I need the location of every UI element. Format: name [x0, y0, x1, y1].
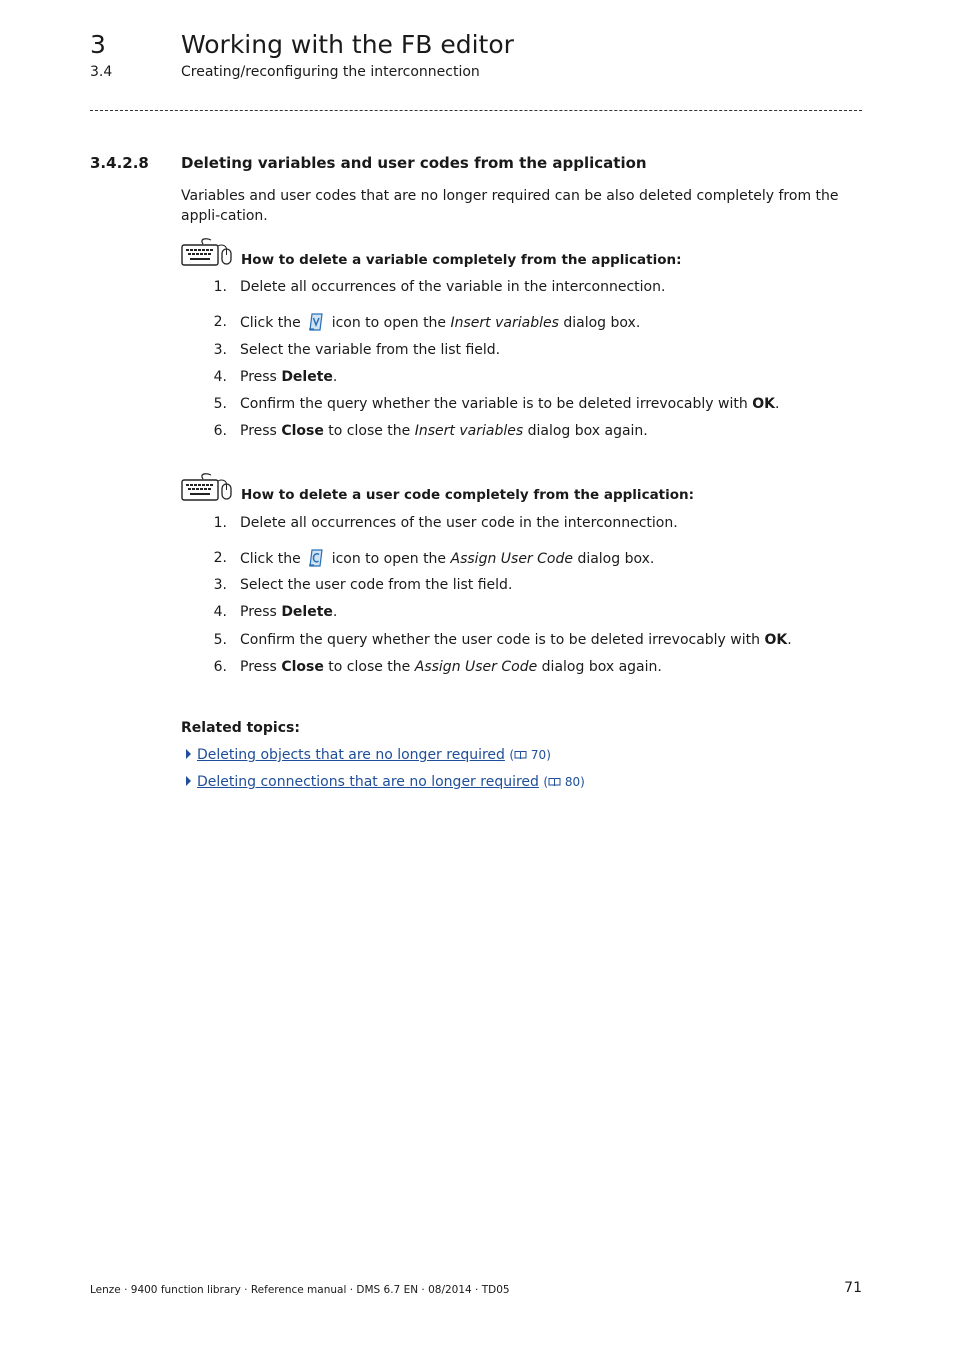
procedure-title-usercode: How to delete a user code completely from the application: — [241, 487, 695, 503]
step-text — [240, 368, 337, 386]
chapter-title: Working with the FB editor — [181, 30, 514, 59]
section-number: 3.4 — [90, 64, 113, 80]
page-reference[interactable]: ( 80) — [543, 775, 585, 789]
step-text-part: Press — [240, 423, 277, 439]
step-number: 4. — [213, 604, 227, 620]
book-icon — [514, 750, 527, 760]
step-text-part: Click the — [240, 551, 301, 567]
step-text-part: Confirm the query whether the user code is to be deleted irrevocably with — [240, 632, 760, 648]
arrow-right-icon — [186, 749, 191, 759]
button-name: Delete — [281, 369, 333, 385]
step-text-part: to close the — [328, 659, 411, 675]
page-number-ref[interactable]: 70 — [530, 748, 547, 762]
step-text-part: dialog box again. — [541, 659, 662, 675]
arrow-right-icon — [186, 776, 191, 786]
insert-variable-icon — [308, 313, 324, 331]
page-number: 71 — [844, 1280, 862, 1296]
step-text-part: . — [787, 632, 792, 648]
step-text: Select the user code from the list field. — [240, 577, 513, 593]
step-text-part: Confirm the query whether the variable is to be deleted irrevocably with — [240, 396, 748, 412]
step-text-part: Click the — [240, 315, 301, 331]
step-number: 3. — [213, 342, 227, 358]
step-text — [240, 395, 779, 413]
step-text: Delete all occurrences of the variable in the interconnection. — [240, 279, 666, 295]
button-name: Close — [281, 659, 324, 675]
step-text — [240, 603, 337, 621]
step-number: 1. — [213, 279, 227, 295]
step-text-part: Press — [240, 604, 277, 620]
button-name: OK — [752, 396, 775, 412]
assign-user-code-icon — [308, 549, 324, 567]
related-topics-title: Related topics: — [181, 720, 300, 736]
book-icon — [548, 777, 561, 787]
procedure-title-variable: How to delete a variable completely from the application: — [241, 252, 682, 268]
keyboard-mouse-icon — [181, 236, 233, 268]
page-number-ref[interactable]: 80 — [564, 775, 581, 789]
page-reference[interactable]: ( 70) — [509, 748, 551, 762]
step-text-part: Press — [240, 369, 277, 385]
step-number: 5. — [213, 632, 227, 648]
step-text — [240, 422, 648, 440]
intro-paragraph: Variables and user codes that are no longer required can be also deleted completely from the appli-cation. — [181, 188, 839, 224]
heading-number: 3.4.2.8 — [90, 154, 149, 172]
related-link[interactable]: Deleting connections that are no longer required — [197, 774, 539, 790]
step-number: 4. — [213, 369, 227, 385]
button-name: OK — [764, 632, 788, 648]
step-text — [240, 549, 654, 568]
related-link[interactable]: Deleting objects that are no longer required — [197, 747, 505, 763]
step-text-part: Press — [240, 659, 277, 675]
step-number: 6. — [213, 659, 227, 675]
chapter-number: 3 — [90, 30, 106, 59]
step-text — [240, 631, 792, 649]
step-number: 1. — [213, 515, 227, 531]
step-text-part: dialog box again. — [527, 423, 648, 439]
step-number: 2. — [213, 550, 227, 566]
dialog-name: Insert variables — [414, 423, 524, 439]
step-text-part: . — [332, 369, 338, 385]
button-name: Delete — [281, 604, 333, 620]
step-number: 2. — [213, 314, 227, 330]
header-divider — [90, 110, 862, 111]
keyboard-mouse-icon — [181, 471, 233, 503]
step-text-part: icon to open the — [331, 551, 447, 567]
dialog-name: Assign User Code — [450, 551, 573, 567]
step-text-part: dialog box. — [577, 551, 655, 567]
button-name: Close — [281, 423, 324, 439]
related-link-item[interactable] — [186, 773, 585, 791]
dialog-name: Insert variables — [450, 315, 559, 331]
section-title: Creating/reconfiguring the interconnection — [181, 64, 480, 80]
step-number: 5. — [213, 396, 227, 412]
step-text — [240, 313, 640, 332]
heading-title: Deleting variables and user codes from the application — [181, 154, 647, 172]
step-text-part: to close the — [328, 423, 411, 439]
step-number: 6. — [213, 423, 227, 439]
step-text-part: . — [774, 396, 780, 412]
related-link-item[interactable] — [186, 746, 551, 764]
step-text — [240, 658, 662, 676]
step-text: Select the variable from the list field. — [240, 342, 501, 358]
dialog-name: Assign User Code — [414, 659, 538, 675]
step-number: 3. — [213, 577, 227, 593]
step-text-part: dialog box. — [563, 315, 641, 331]
step-text-part: . — [332, 604, 338, 620]
footer-text: Lenze · 9400 function library · Reference manual · DMS 6.7 EN · 08/2014 · TD05 — [90, 1284, 510, 1296]
step-text: Delete all occurrences of the user code in the interconnection. — [240, 515, 678, 531]
step-text-part: icon to open the — [331, 315, 447, 331]
